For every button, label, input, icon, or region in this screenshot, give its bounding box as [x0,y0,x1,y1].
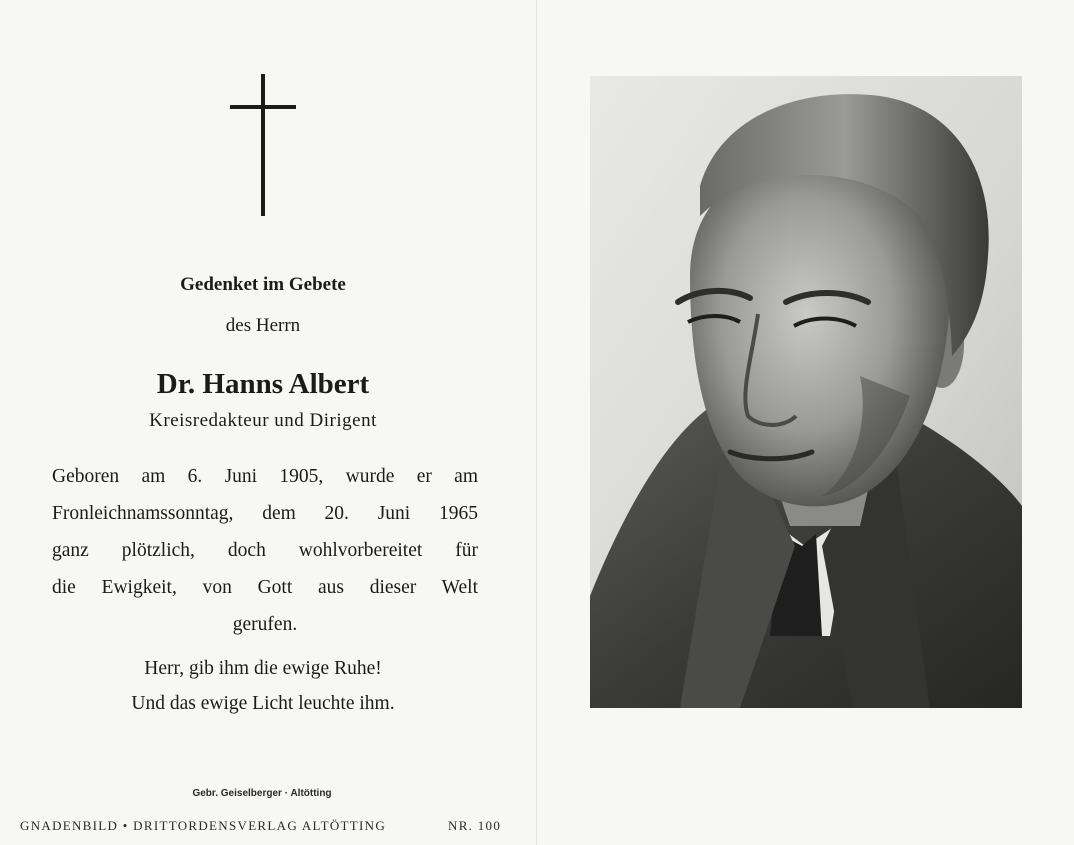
des-herrn-line: des Herrn [225,315,301,336]
biography-line: Geboren am 6. Juni 1905, wurde er am [52,466,478,487]
prayer-header: Gedenket im Gebete [180,274,346,295]
publisher-footer [20,818,502,834]
publisher-name: GNADENBILD • DRITTORDENSVERLAG ALTÖTTING [20,818,387,833]
closing-prayer-line: Und das ewige Licht leuchte ihm. [131,693,395,714]
portrait-illustration [590,76,1022,708]
portrait-photo [590,76,1022,708]
biography-line: Fronleichnamssonntag, dem 20. Juni 1965 [52,503,478,524]
biography-line: die Ewigkeit, von Gott aus dieser Welt [52,577,478,598]
biography-line: gerufen. [232,614,298,635]
deceased-role: Kreisredakteur und Dirigent [149,410,377,431]
card-fold [536,0,537,845]
text-panel [0,0,536,845]
biography-paragraph [52,458,478,643]
closing-prayer-line: Herr, gib ihm die ewige Ruhe! [144,658,382,679]
deceased-name: Dr. Hanns Albert [156,368,370,400]
cross-icon [230,74,296,216]
card-number: NR. 100 [448,818,502,833]
biography-line: ganz plötzlich, doch wohlvorbereitet für [52,540,478,561]
printer-credit: Gebr. Geiselberger · Altötting [192,788,332,799]
